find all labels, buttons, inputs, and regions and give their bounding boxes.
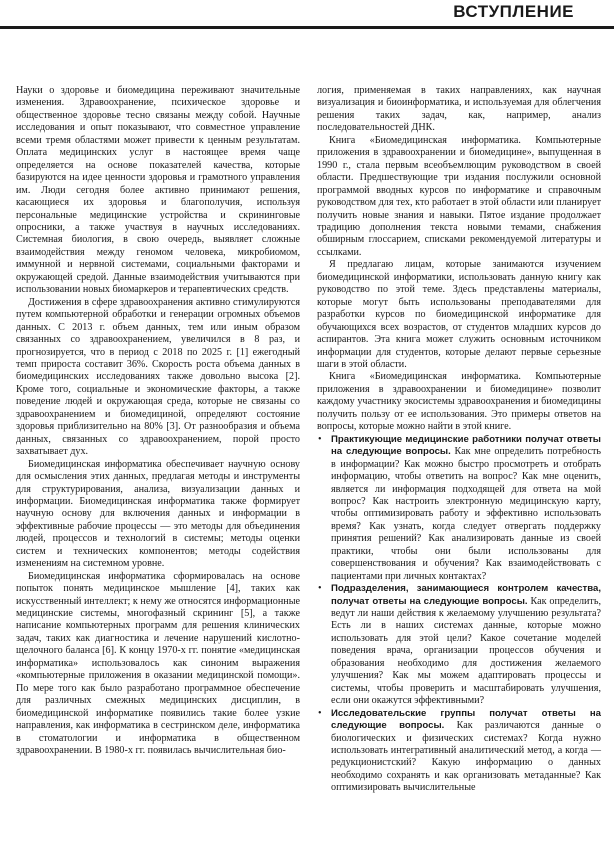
bullet-icon: • xyxy=(318,707,322,719)
left-column xyxy=(16,85,300,757)
bullet-icon: • xyxy=(318,433,322,445)
list-item-lead: Подразделения, занимающиеся контролем качества, получат ответы на следующие вопросы. xyxy=(331,583,601,607)
paragraph: Науки о здоровье и биомедицина переживают значительные изменения. Здравоохранение, психическое здоровье и общественное здоровье тесно связаны между собой. Научные исследования и опыт показывают, что совместное управление всеми тремя областями может привести к ценным результатам. Оплата медицинских услуг в настоящее время чаще определяется на основе показателей качества, которые базируются на идее ценности здоровья и грамотного управления им. Люди сегодня более активно принимают решения, касающиеся их здоровья и благополучия, используя персональные медицинские устройства и скрининговые опросники, а также участвуя в научных исследованиях. Системная биология, в свою очередь, выявляет сложные взаимодействия между геномом человека, микробиомом, иммунной и нервной системами, социальными факторами и окружающей средой. Данные взаимодействия учитываются при использовании новых биомаркеров и терапевтических средств. xyxy=(16,85,300,296)
list-item-lead: Практикующие медицинские работники получат ответы на следующие вопросы. xyxy=(331,433,601,458)
bullet-icon: • xyxy=(318,583,322,595)
paragraph: Достижения в сфере здравоохранения активно стимулируются путем компьютерной обработки и генерации огромных объемов данных. С 2013 г. объем данных, тем или иным образом связанных со здравоохранением, увеличился в 8 раз, и прогнозируется, что в период с 2018 по 2025 г. [1] ежегодный темп прироста составит 36%. Скорость роста объема данных в биомедицинских исследованиях также довольно высока [2]. Кроме того, социальные и экономические факторы, а также поведение людей и окружающая среда, которые не связаны со здравоохранением и биомедициной, определяют состояние здоровья приблизительно на 80% [3]. От разнообразия и объема данных, связанных со здравоохранением, порой просто захватывает дух. xyxy=(16,296,300,458)
bullet-list xyxy=(317,434,601,795)
list-item-text: Как мне определить потребность в информации? Как можно быстро просмотреть и отобрать информацию, чтобы ответить на вопрос? Как мне оценить, является ли информация подходящей для ответа на мой вопрос? Как настроить электронную медицинскую карту, чтобы оптимизировать работу и эффективно использовать время? Как узнать, когда следует отвергать поддержку принятия решений? Как анализировать данные из своей практики, чтобы они были использованы для совершенствования и обучения? Как взаимодействовать с пациентами при личных контактах? xyxy=(331,446,601,582)
list-item xyxy=(317,708,601,795)
list-item xyxy=(317,434,601,583)
paragraph: Я предлагаю лицам, которые занимаются изучением биомедицинской информатики, использовать данную книгу как руководство по этой теме. Здесь представлены материалы, которые могут быть использованы преподавателями для разработки курсов по биомедицинской информатике для обучающихся всех возрастов, от студентов младших курсов до аспирантов. Эта книга может служить основным источником информации для студентов, которые делают первые серьезные шаги в этой области. xyxy=(317,259,601,370)
list-item-text: Как определить, ведут ли наши действия к желаемому улучшению результата? Есть ли в наших системах данные, которые можно использовать для этой цели? Какое сочетание моделей поведения врача, организации процессов обучения и образования необходимо для достижения желаемого улучшения? Как мы можем адаптировать процессы и системы, чтобы проверить и масштабировать улучшения, если они окажутся эффективными? xyxy=(331,595,601,707)
list-item-lead: Исследовательские группы получат ответы на следующие вопросы. xyxy=(331,707,601,732)
list-item-text: Как различаются данные о биологических и физических системах? Когда нужно использовать интегративный аналитический метод, а когда — редукционистский? Какую информацию о данных необходимо сохранять и как организовать метаданные? Как оптимизировать вычислительные xyxy=(331,720,601,794)
paragraph: Книга «Биомедицинская информатика. Компьютерные приложения в здравоохранении и биомедицине» позволит каждому участнику экосистемы здравоохранения и биомедицины получить пользу от ее использования. Это примеры ответов на вопросы, которые можно найти в этой книге. xyxy=(317,371,601,433)
paragraph: Книга «Биомедицинская информатика. Компьютерные приложения в здравоохранении и биомедицине», выпущенная в 1990 г., стала первым всеобъемлющим руководством в своей области. Предшествующие три издания послужили основной программой вводных курсов по информатике и справочным руководством для тех, кто работает в этой области или планирует получить новые знания и навыки. Пятое издание продолжает традицию дополнения текста новыми темами, снабжения обширным глоссарием, списками рекомендуемой литературы и ссылками. xyxy=(317,134,601,258)
paragraph: Биомедицинская информатика сформировалась на основе попыток понять медицинское мышление [4], таких как искусственный интеллект; к нему же относятся информационные медицинские системы, многофазный скрининг [5], а также написание компьютерных программ для решения клинических задач, таких как диагностика и лечение нарушений кислотно-щелочного баланса [6]. К концу 1970-х гг. понятие «медицинская информатика» использовалось как синоним выражения «компьютерные приложения в оказании медицинской помощи». По мере того как было разработано программное обеспечение для различных смежных медицинских дисциплин, в биомедицинской информатике появились такие более узкие направления, как информатика в сестринском деле, информатика в стоматологии и информатика в общественном здравоохранении. В 1980-х гг. появилась вычислительная био- xyxy=(16,570,300,757)
right-column xyxy=(317,85,601,795)
page-header xyxy=(0,0,614,30)
header-rule xyxy=(0,26,614,29)
paragraph: Биомедицинская информатика обеспечивает научную основу для осмысления этих данных, предлагая методы и инструменты для структурирования, анализа, визуализации данных и информации. Биомедицинская информатика также формирует научную основу для включения данных и информации в эффективные рабочие процессы — это методы для объединения людей, процессов и технологий в системы; методы оценки систем и технических компонентов; методы содействия изменениям на системном уровне. xyxy=(16,458,300,570)
list-item xyxy=(317,583,601,708)
page-title: ВСТУПЛЕНИЕ xyxy=(453,2,574,21)
paragraph: логия, применяемая в таких направлениях, как научная визуализация и биоинформатика, и используемая для облегчения решения таких задач, как, например, анализ последовательностей ДНК. xyxy=(317,85,601,134)
